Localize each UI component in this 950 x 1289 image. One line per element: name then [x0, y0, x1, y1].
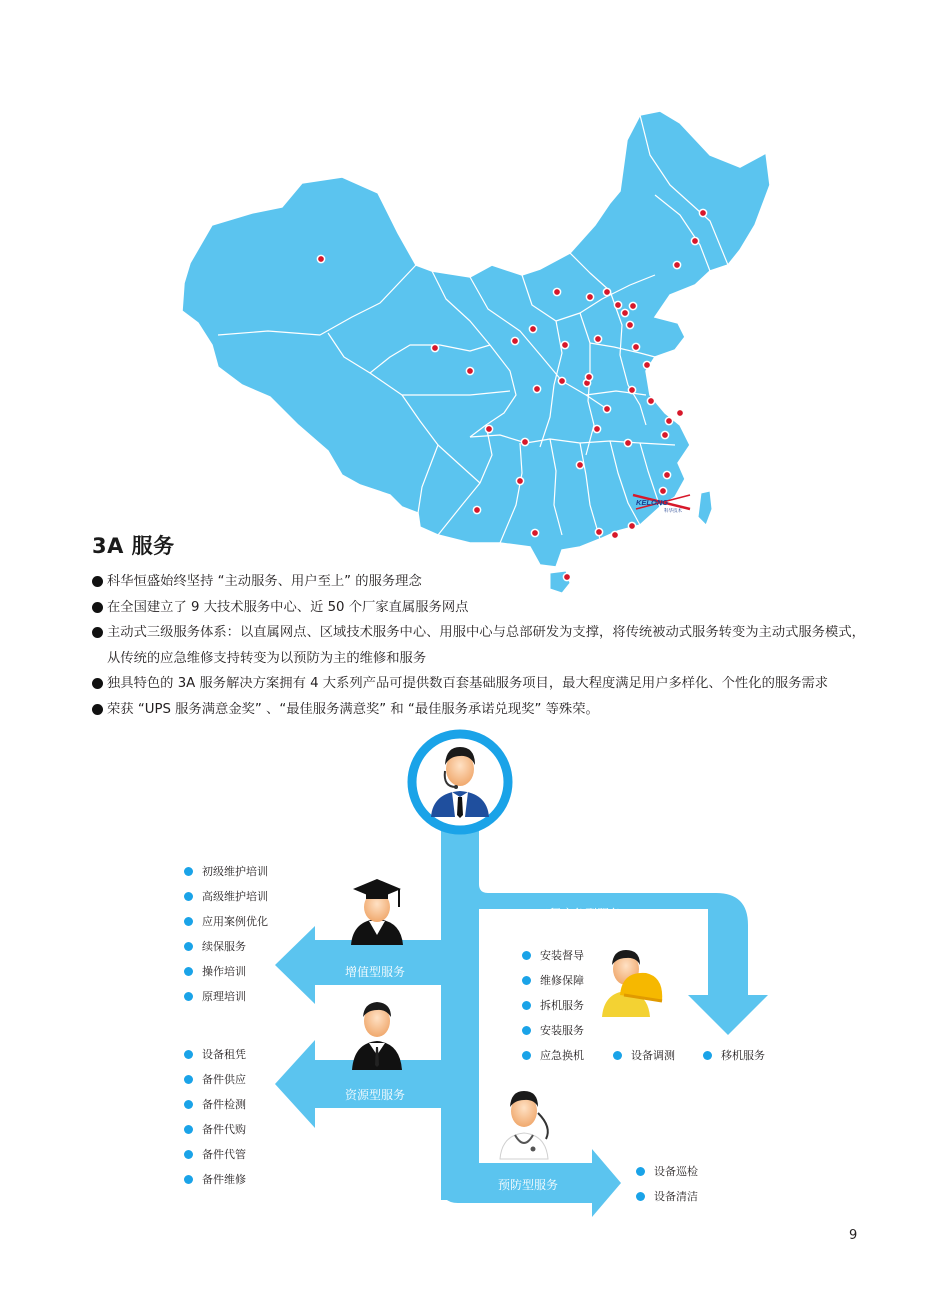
service-point [665, 417, 672, 424]
service-point [624, 439, 631, 446]
list-item: 设备清洁 [636, 1184, 698, 1209]
list-item: 安装督导 [522, 943, 584, 968]
list-item: 备件检测 [184, 1092, 246, 1117]
service-point [558, 377, 565, 384]
list-item: 设备租凭 [184, 1042, 246, 1067]
list-item: 设备调测 [613, 1043, 675, 1068]
businessman-figure [352, 1002, 402, 1070]
list-item: 初级维护培训 [184, 859, 268, 884]
list-item: 应用案例优化 [184, 909, 268, 934]
service-point [632, 343, 639, 350]
service-point [511, 337, 518, 344]
service-point [533, 385, 540, 392]
list-item: 备件代购 [184, 1117, 246, 1142]
list-item: 备件代管 [184, 1142, 246, 1167]
service-point [595, 528, 602, 535]
service-point [611, 531, 618, 538]
label-value-added: 增值型服务 [345, 965, 406, 979]
list-item: 备件供应 [184, 1067, 246, 1092]
logo-subtext: 科华技术 [664, 508, 682, 513]
list-item: 维修保障 [522, 968, 584, 993]
service-point [593, 425, 600, 432]
feature-item: 独具特色的 3A 服务解决方案拥有 4 大系列产品可提供数百套基础服务项目，最大程度满足用户多样化、个性化的服务需求 [92, 671, 867, 697]
service-point [647, 397, 654, 404]
list-item: 拆机服务 [522, 993, 584, 1018]
list-item: 安装服务 [522, 1018, 584, 1043]
page-number: 9 [849, 1228, 858, 1243]
taiwan-island [698, 491, 712, 525]
resource-list [184, 1042, 246, 1192]
service-point [621, 309, 628, 316]
label-engineering: 工程应急型服务 [537, 907, 622, 921]
feature-item: 在全国建立了 9 大技术服务中心、近 50 个厂家直属服务网点 [92, 595, 867, 621]
engineering-list [522, 943, 584, 1068]
service-point [466, 367, 473, 374]
list-item: 设备巡检 [636, 1159, 698, 1184]
service-point [586, 293, 593, 300]
doctor-figure [500, 1091, 548, 1159]
feature-item: 荣获 “UPS 服务满意金奖” 、“最佳服务满意奖” 和 “最佳服务承诺兑现奖” 等殊荣。 [92, 697, 867, 723]
service-point [628, 386, 635, 393]
label-resource: 资源型服务 [345, 1088, 406, 1102]
service-flow-diagram [0, 725, 950, 1225]
label-preventive: 预防型服务 [498, 1178, 559, 1192]
service-point [516, 477, 523, 484]
engineer-figure [602, 950, 662, 1017]
service-point [614, 301, 621, 308]
list-item: 备件维修 [184, 1167, 246, 1192]
service-point [576, 461, 583, 468]
service-point [663, 471, 670, 478]
list-item: 应急换机 [522, 1043, 584, 1068]
service-point [317, 255, 324, 262]
service-point [673, 261, 680, 268]
service-point [626, 321, 633, 328]
service-point [531, 529, 538, 536]
service-point [553, 288, 560, 295]
service-point [473, 506, 480, 513]
feature-list [92, 569, 867, 722]
service-point [628, 522, 635, 529]
logo-text: KELONG [636, 498, 669, 507]
preventive-list [636, 1159, 698, 1209]
service-point [603, 405, 610, 412]
service-point [629, 302, 636, 309]
service-point [594, 335, 601, 342]
value-added-list [184, 859, 268, 1009]
list-item: 高级维护培训 [184, 884, 268, 909]
china-service-map [170, 95, 780, 605]
list-item: 原理培训 [184, 984, 268, 1009]
service-point [431, 344, 438, 351]
service-point [485, 425, 492, 432]
service-point [521, 438, 528, 445]
list-item: 续保服务 [184, 934, 268, 959]
service-point [603, 288, 610, 295]
service-point [659, 487, 666, 494]
service-point [699, 209, 706, 216]
service-point [561, 341, 568, 348]
feature-item: 主动式三级服务体系：以直属网点、区域技术服务中心、用服中心与总部研发为支撑，将传统被动式服务转变为主动式服务模式，从传统的应急维修支持转变为以预防为主的维修和服务 [92, 620, 867, 671]
list-item: 操作培训 [184, 959, 268, 984]
service-point [529, 325, 536, 332]
list-item: 移机服务 [703, 1043, 765, 1068]
section-title: 3A 服务 [92, 534, 175, 558]
service-point [643, 361, 650, 368]
graduate-figure [351, 879, 403, 945]
service-point [661, 431, 668, 438]
feature-item: 科华恒盛始终坚持 “主动服务、用户至上” 的服务理念 [92, 569, 867, 595]
service-point [691, 237, 698, 244]
service-point [676, 409, 683, 416]
top-service-agent [412, 734, 508, 830]
china-landmass [182, 111, 770, 567]
service-point [585, 373, 592, 380]
